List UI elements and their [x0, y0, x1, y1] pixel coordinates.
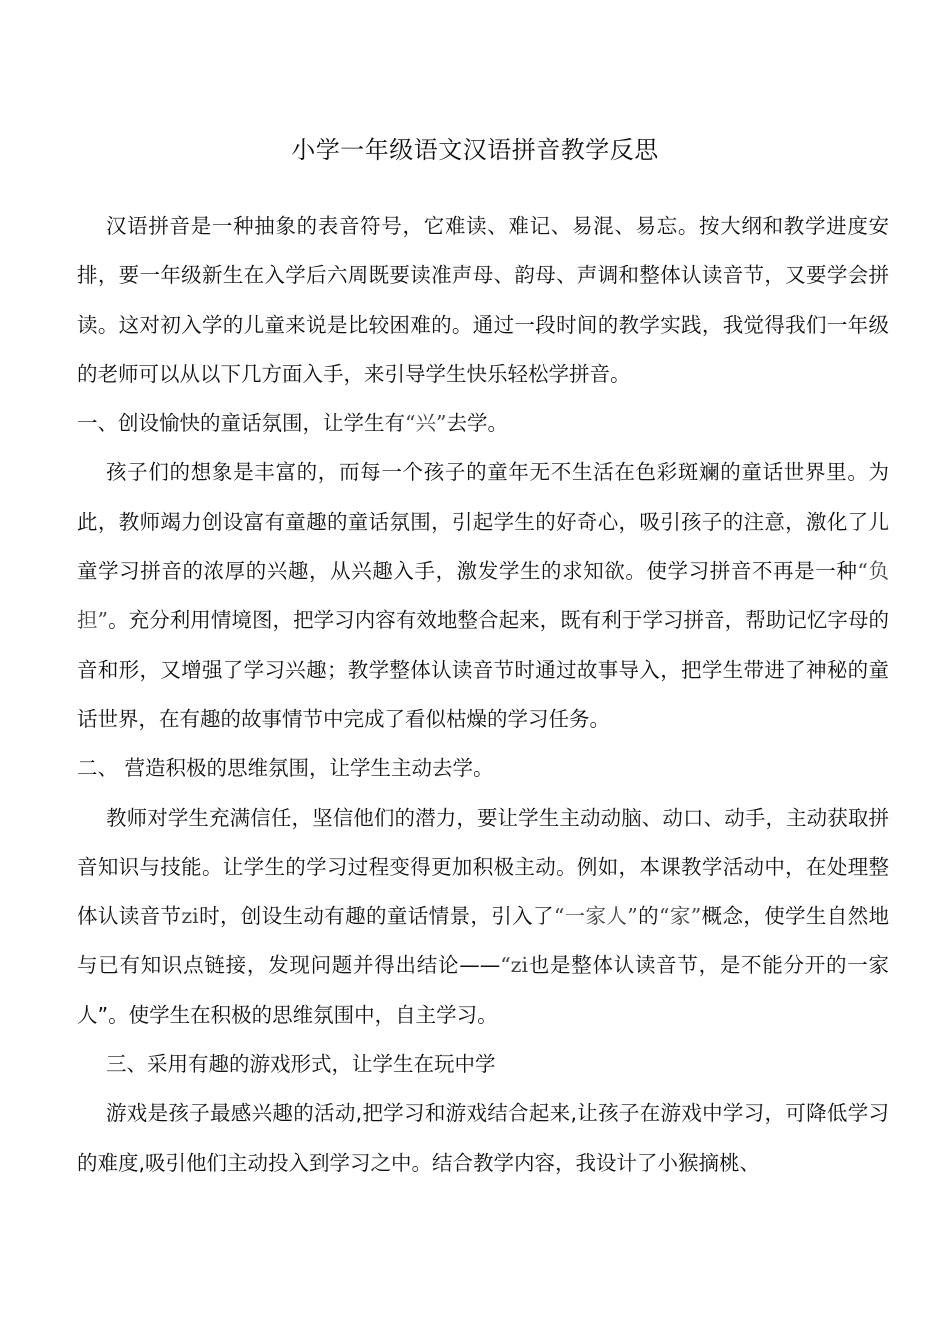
- document-title: 小学一年级语文汉语拼音教学反思: [291, 136, 659, 164]
- section-1-quote: “负担”: [77, 559, 889, 633]
- section-heading-2: 二、 营造积极的思维氛围，让学生主动去学。: [77, 756, 494, 781]
- section-2-text-e: 也是整体认读音节，是不能分开的一家人”。使学生在积极的思维氛围中，自主学习。: [77, 953, 890, 1027]
- section-2-text-b: 时，创设生动有趣的童话情景，引入了: [198, 904, 554, 929]
- section-2-text-c: 的: [637, 904, 660, 929]
- section-heading-1-quote: “兴”: [405, 411, 447, 436]
- section-2-text-d: 概念，使学生自然地与已有知识点链接，发现问题并得出结论——: [77, 904, 890, 978]
- section-heading-3: 三、采用有趣的游戏形式，让学生在玩中学: [106, 1052, 496, 1077]
- intro-paragraph: 汉语拼音是一种抽象的表音符号，它难读、难记、易混、易忘。按大纲和教学进度安排，要一年级新生在入学后六周既要读准声母、韵母、声调和整体认读音节，又要学会拼读。这对初入学的儿童来说是比较困难的。通过一段时间的教学实践，我觉得我们一年级的老师可以从以下几方面入手，来引导学生快乐轻松学拼音。: [77, 214, 889, 386]
- section-2-paragraph: [77, 794, 889, 1040]
- section-2-quote-2: “家”: [659, 904, 702, 929]
- section-heading-1: [77, 399, 889, 448]
- section-2-text-a: 教师对学生充满信任，坚信他们的潜力，要让学生主动动脑、动口、动手，主动获取拼音知识与技能。让学生的学习过程变得更加积极主动。例如，本课教学活动中，在处理整体认读音节: [77, 805, 889, 929]
- section-1-text-a: 孩子们的想象是丰富的，而每一个孩子的童年无不生活在色彩斑斓的童话世界里。为此，教师竭力创设富有童趣的童话氛围，引起学生的好奇心，吸引孩子的注意，激化了儿童学习拼音的浓厚的兴趣，从兴趣入手，激发学生的求知欲。使学习拼音不再是一种: [77, 460, 889, 584]
- section-2-quote-1: “一家人”: [553, 904, 638, 929]
- section-1-paragraph: [77, 448, 889, 744]
- section-heading-1-end: 去学。: [446, 411, 508, 436]
- section-heading-1-text: 一、创设愉快的童话氛围，让学生有: [77, 411, 405, 436]
- document-body: [77, 202, 889, 1188]
- section-3-paragraph: 游戏是孩子最感兴趣的活动,把学习和游戏结合起来,让孩子在游戏中学习，可降低学习的难度,吸引他们主动投入到学习之中。结合教学内容，我设计了小猴摘桃、: [77, 1101, 889, 1175]
- section-2-zi: zi: [181, 904, 199, 929]
- section-1-text-b: 。充分利用情境图，把学习内容有效地整合起来，既有利于学习拼音，帮助记忆字母的音和形，又增强了学习兴趣；教学整体认读音节时通过故事导入，把学生带进了神秘的童话世界，在有趣的故事情节中完成了看似枯燥的学习任务。: [77, 608, 890, 731]
- section-2-quote-open: “zi: [500, 953, 529, 978]
